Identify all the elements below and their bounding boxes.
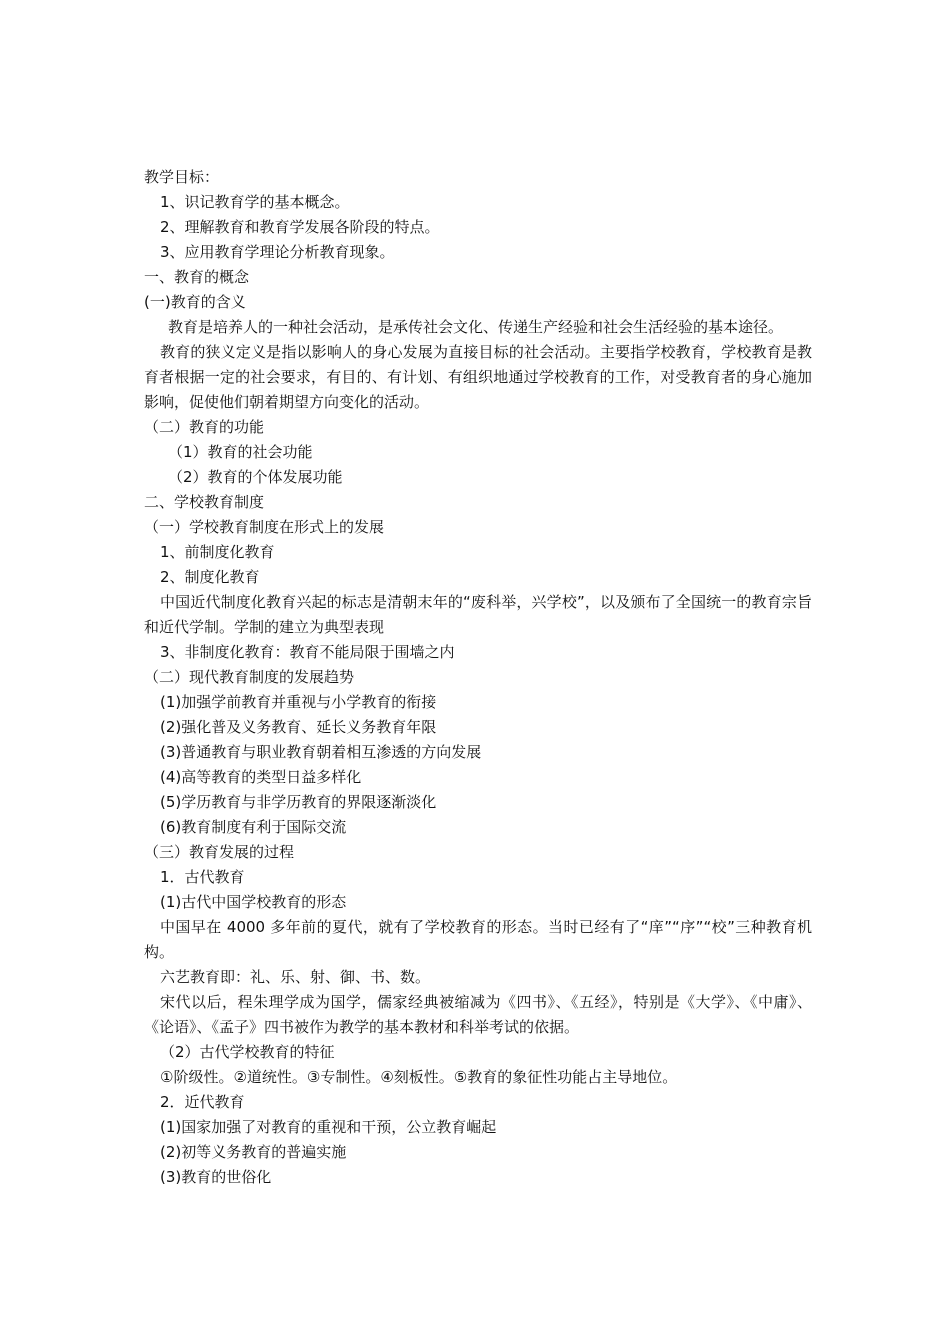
section-heading-2: 二、学校教育制度 — [144, 493, 265, 511]
trend-item-3: (3)普通教育与职业教育朝着相互渗透的方向发展 — [160, 743, 482, 761]
trend-item-4: (4)高等教育的类型日益多样化 — [160, 768, 362, 786]
list-item-individual-function: （2）教育的个体发展功能 — [168, 468, 343, 486]
document-page — [144, 165, 812, 1190]
teaching-goals-heading: 教学目标： — [144, 168, 220, 186]
goal-item-2: 2、理解教育和教育学发展各阶段的特点。 — [160, 218, 440, 236]
trend-item-6: (6)教育制度有利于国际交流 — [160, 818, 347, 836]
trend-item-2: (2)强化普及义务教育、延长义务教育年限 — [160, 718, 437, 736]
paragraph-features-list: ①阶级性。②道统性。③专制性。④刻板性。⑤教育的象征性功能占主导地位。 — [160, 1068, 678, 1086]
modern-item-3: (3)教育的世俗化 — [160, 1168, 272, 1186]
list-item-social-function: （1）教育的社会功能 — [168, 443, 313, 461]
subsection-heading-2-3: （三）教育发展的过程 — [144, 843, 295, 861]
list-item-non-institutional: 3、非制度化教育：教育不能局限于围墙之内 — [160, 643, 455, 661]
paragraph-narrow-definition: 教育的狭义定义是指以影响人的身心发展为直接目标的社会活动。主要指学校教育，学校教育是教育者根据一定的社会要求，有目的、有计划、有组织地通过学校教育的工作，对受教育者的身心施加影响，促使他们朝着期望方向变化的活动。 — [144, 343, 812, 411]
subsection-heading-2-1: （一）学校教育制度在形式上的发展 — [144, 518, 385, 536]
trend-item-5: (5)学历教育与非学历教育的界限逐渐淡化 — [160, 793, 437, 811]
list-item-institutional: 2、制度化教育 — [160, 568, 260, 586]
trend-item-1: (1)加强学前教育并重视与小学教育的衔接 — [160, 693, 437, 711]
list-item-ancient-education: 1．古代教育 — [160, 868, 245, 886]
goal-item-1: 1、识记教育学的基本概念。 — [160, 193, 350, 211]
section-heading-1: 一、教育的概念 — [144, 268, 250, 286]
list-item-ancient-features: （2）古代学校教育的特征 — [160, 1043, 335, 1061]
paragraph-six-arts: 六艺教育即：礼、乐、射、御、书、数。 — [160, 968, 431, 986]
subsection-heading-1-2: （二）教育的功能 — [144, 418, 265, 436]
paragraph-song-dynasty: 宋代以后，程朱理学成为国学，儒家经典被缩减为《四书》、《五经》，特别是《大学》、《中庸》、《论语》、《孟子》四书被作为教学的基本教材和科举考试的依据。 — [144, 993, 812, 1036]
paragraph-xia-dynasty: 中国早在 4000 多年前的夏代，就有了学校教育的形态。当时已经有了“庠”“序”“校”三种教育机构。 — [144, 918, 812, 961]
modern-item-1: (1)国家加强了对教育的重视和干预，公立教育崛起 — [160, 1118, 497, 1136]
list-item-modern-education: 2．近代教育 — [160, 1093, 245, 1111]
modern-item-2: (2)初等义务教育的普遍实施 — [160, 1143, 347, 1161]
subsection-heading-2-2: （二）现代教育制度的发展趋势 — [144, 668, 355, 686]
subsection-heading-1-1: (一)教育的含义 — [144, 293, 246, 311]
paragraph-modern-institutional: 中国近代制度化教育兴起的标志是清朝末年的“废科举，兴学校”，以及颁布了全国统一的教育宗旨和近代学制。学制的建立为典型表现 — [144, 593, 812, 636]
list-item-ancient-china-form: (1)古代中国学校教育的形态 — [160, 893, 347, 911]
goal-item-3: 3、应用教育学理论分析教育现象。 — [160, 243, 395, 261]
list-item-pre-institutional: 1、前制度化教育 — [160, 543, 275, 561]
paragraph-definition: 教育是培养人的一种社会活动，是承传社会文化、传递生产经验和社会生活经验的基本途径。 — [168, 318, 784, 336]
